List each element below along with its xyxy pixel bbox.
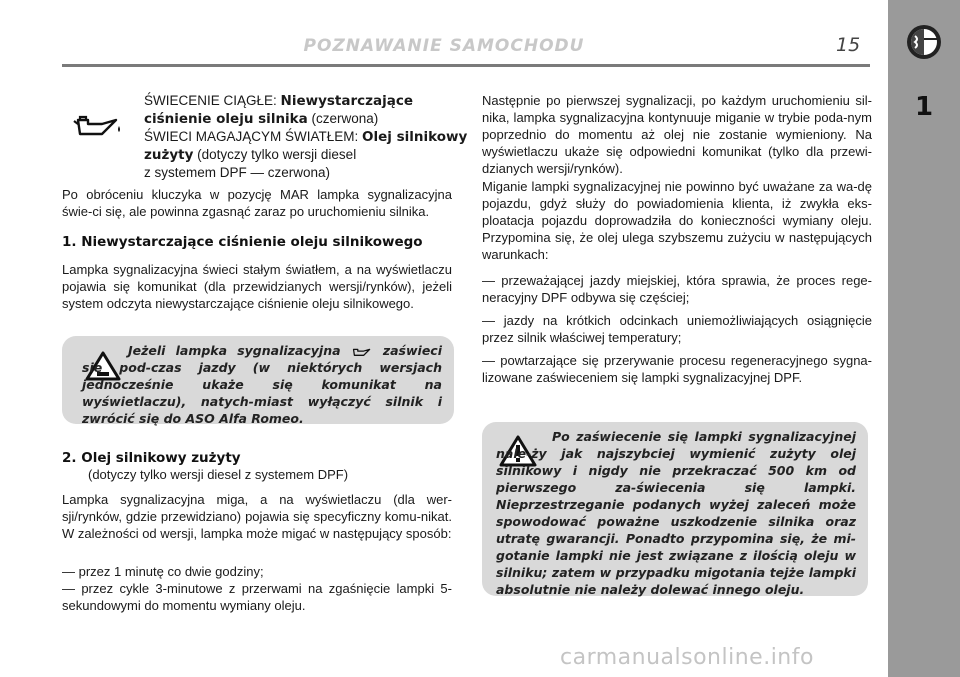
lamp-line-1-bold: Niewystarczające [280,93,414,109]
intro-paragraph: Po obróceniu kluczyka w pozycję MAR lampka sygnalizacyjna świe-ci się, ale powinna zgasnąć zaraz po uruchomieniu silnika. [62,187,452,219]
watermark: carmanualsonline.info [560,645,814,670]
page-title: POZNAWANIE SAMOCHODU [303,36,585,56]
lamp-line-1: ŚWIECENIE CIĄGŁE: [144,93,281,108]
lamp-line-3-bold: Olej silnikowy [362,129,468,145]
right-paragraph-1: Następnie po pierwszej sygnalizacji, po każdym uruchomieniu sil-nika, lampka sygnalizacyjna kontynuuje miganie w trybie poda-nym poprzednio do momentu aż olej nie zostanie wymieniony. Na wyświetlaczu ukaże się odpowiedni komunikat (tylko dla przewi-dzianych wersji/rynków). [482,93,872,176]
section-2-heading: 2. Olej silnikowy zużyty [62,450,241,466]
lamp-line-5: z systemem DPF — czerwona) [144,165,331,180]
warning-2-text: Po zaświecenie się lampki sygnalizacyjnej nale-ży jak najszybciej wymienić zużyty olej silnikowy i nigdy nie przekraczać 500 km od pierwszego za-świecenia się lampki. Nieprzestrzeganie podanych wyżej zaleceń może spowodować poważne uszkodzenie silnika oraz utratę gwarancji. Ponadto przypomina się, że mi-gotanie lampki nie jest związane z ilością oleju w silniku; zatem w przypadku migotania tejże lampki absolutnie nie należy dolewać innego oleju. [496,429,856,597]
chapter-number: 1 [914,92,934,122]
warning-box-2 [482,422,868,596]
lamp-line-2: (czerwona) [307,111,379,126]
lamp-line-2-bold: ciśnienie oleju silnika [144,111,308,127]
page-number: 15 [836,34,861,56]
warning-1-text [82,342,442,427]
alfa-romeo-logo [906,24,942,60]
oil-can-icon [72,112,124,138]
warning-1-part-b: zaświeci się pod-czas jazdy (w niektórych wersjach jednocześnie ukaże się komunikat na wyświetlaczu), natych-miast wyłączyć silnik i zwrócić się do ASO Alfa Romeo. [82,343,442,426]
section-2-list-1: — przez 1 minutę co dwie godziny; [62,564,264,579]
lamp-line-4-bold: zużyty [144,147,194,163]
section-1-heading: 1. Niewystarczające ciśnienie oleju silnikowego [62,234,423,250]
lamp-description [144,92,474,181]
lamp-line-4: (dotyczy tylko wersji diesel [193,147,357,162]
right-bullet-2: — jazdy na krótkich odcinkach uniemożliwiających osiągnięcie przez silnik właściwej temperatury; [482,313,872,345]
section-2-paragraph: Lampka sygnalizacyjna miga, a na wyświetlaczu (dla wer-sji/rynków, gdzie przewidziano) pojawia się specyficzny komu-nikat. W zależności od wersji, lampka może migać w następujący sposób: [62,492,452,541]
section-2-subheading: (dotyczy tylko wersji diesel z systemem DPF) [88,467,349,482]
section-1-paragraph: Lampka sygnalizacyjna świeci stałym światłem, a na wyświetlaczu pojawia się komunikat (dla przewidzianych wersji/rynków), jeżeli system odczyta niewystarczające ciśnienie oleju silnikowego. [62,262,452,311]
oil-can-icon [351,346,373,357]
header-rule [62,64,870,67]
lamp-line-3: ŚWIECI MAGAJĄCYM ŚWIATŁEM: [144,129,363,144]
section-2-list-2: — przez cykle 3-minutowe z przerwami na zgaśnięcie lampki 5-sekundowymi do momentu wymiany oleju. [62,581,452,613]
right-bullet-1: — przeważającej jazdy miejskiej, która sprawia, że proces rege-neracyjny DPF odbywa się częściej; [482,273,872,305]
right-bullet-3: — powtarzające się przerywanie procesu regeneracyjnego sygna-lizowane zaświeceniem się lampki sygnalizacyjnej DPF. [482,353,872,385]
warning-1-part-a: Jeżeli lampka sygnalizacyjna [128,343,341,358]
warning-box-1 [62,336,454,424]
right-paragraph-2: Miganie lampki sygnalizacyjnej nie powinno być uważane za wa-dę pojazdu, gdyż służy do powiadomienia klienta, iż zwykła eks-ploatacja pojazdu doprowadziła do konieczności wymiany oleju. Przypomina się, że olej ulega szybszemu zużyciu w następujących warunkach: [482,179,872,262]
